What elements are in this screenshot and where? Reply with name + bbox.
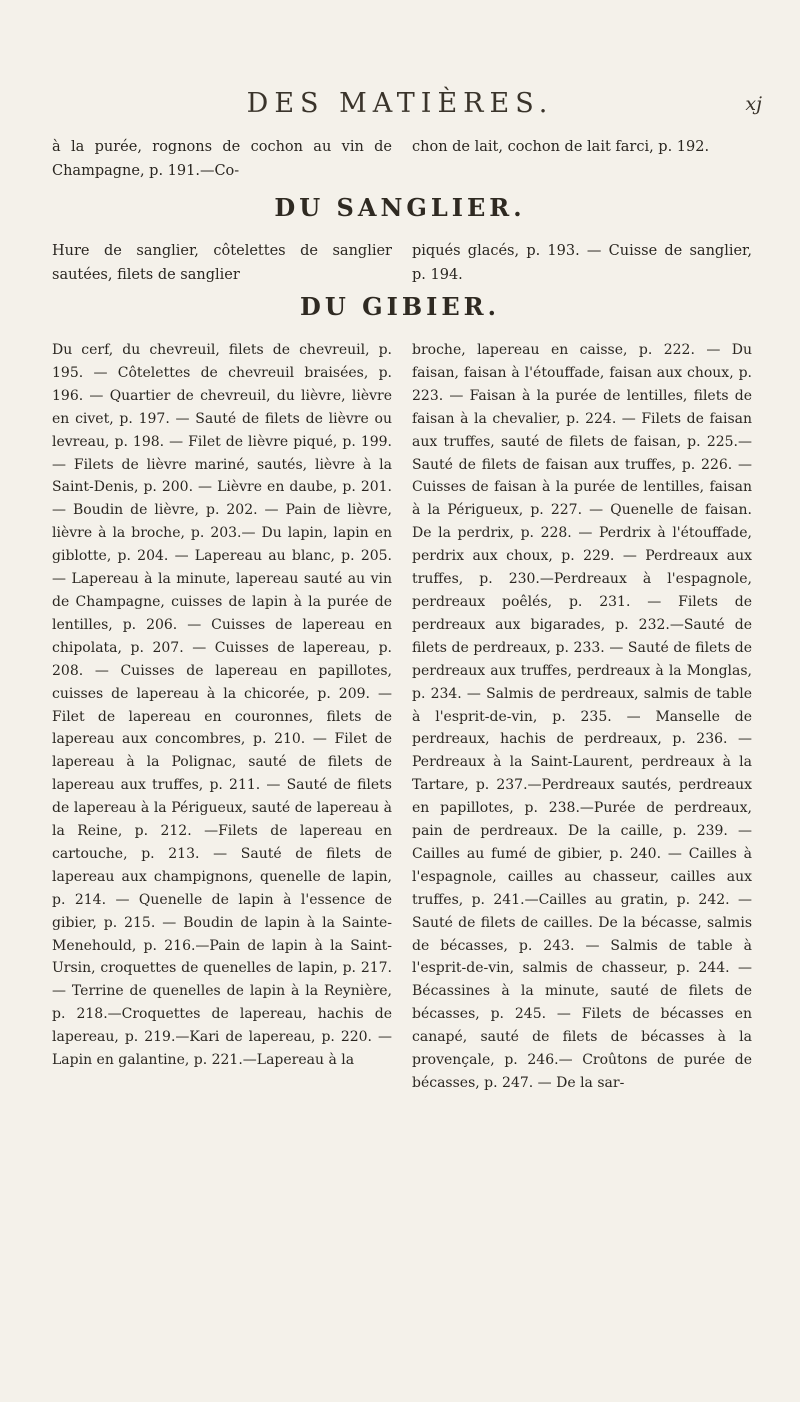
section-heading-gibier [0, 292, 800, 321]
sanglier-left-column: Hure de sanglier, côtelettes de sanglier sautées, filets de sanglier [52, 243, 392, 283]
gibier-right-column: broche, lapereau en caisse, p. 222. — Du faisan, faisan à l'étouffade, faisan aux choux, p. 223. — Faisan à la purée de lentilles, filets de faisan à la chevalier, p. 224. — Filets de faisan aux truffes, sauté de filets de faisan, p. 225.—Sauté de filets de faisan aux truffes, p. 226. — Cuisses de faisan à la purée de lentilles, faisan à la Périgueux, p. 227. — Quenelle de faisan. De la perdrix, p. 228. — Perdrix à l'étouffade, perdrix aux choux, p. 229. — Perdreaux aux truffes, p. 230.—Perdreaux à l'espagnole, perdreaux poêlés, p. 231. — Filets de perdreaux aux bigarades, p. 232.—Sauté de filets de perdreaux, p. 233. — Sauté de filets de perdreaux aux truffes, perdreaux à la Monglas, p. 234. — Salmis de perdreaux, salmis de table à l'esprit-de-vin, p. 235. — Manselle de perdreaux, hachis de perdreaux, p. 236. —Perdreaux à la Saint-Laurent, perdreaux à la Tartare, p. 237.—Perdreaux sautés, perdreaux en papillotes, p. 238.—Purée de perdreaux, pain de perdreaux. De la caille, p. 239. — Cailles au fumé de gibier, p. 240. — Cailles à l'espagnole, cailles au chasseur, cailles aux truffes, p. 241.—Cailles au gratin, p. 242. — Sauté de filets de cailles. De la bécasse, salmis de bécasses, p. 243. — Salmis de table à l'esprit-de-vin, salmis de chasseur, p. 244. — Bécassines à la minute, sauté de filets de bécasses, p. 245. — Filets de bécasses en canapé, sauté de filets de bécasses à la provençale, p. 246.— Croûtons de purée de bécasses, p. 247. — De la sar- [412, 342, 752, 1091]
continuation-right-column: chon de lait, cochon de lait farci, p. 192. [412, 139, 710, 155]
gibier-left-column: Du cerf, du chevreuil, filets de chevreuil, p. 195. — Côtelettes de chevreuil braisées, p. 196. — Quartier de chevreuil, du lièvre, lièvre en civet, p. 197. — Sauté de filets de lièvre ou levreau, p. 198. — Filet de lièvre piqué, p. 199. — Filets de lièvre mariné, sautés, lièvre à la Saint-Denis, p. 200. — Lièvre en daube, p. 201. — Boudin de lièvre, p. 202. — Pain de lièvre, lièvre à la broche, p. 203.— Du lapin, lapin en giblotte, p. 204. — Lapereau au blanc, p. 205. — Lapereau à la minute, lapereau sauté au vin de Champagne, cuisses de lapin à la purée de lentilles, p. 206. — Cuisses de lapereau en chipolata, p. 207. — Cuisses de lapereau, p. 208. — Cuisses de lapereau en papillotes, cuisses de lapereau à la chicorée, p. 209. —Filet de lapereau en couronnes, filets de lapereau aux concombres, p. 210. — Filet de lapereau à la Polignac, sauté de filets de lapereau aux truffes, p. 211. — Sauté de filets de lapereau à la Périgueux, sauté de lapereau à la Reine, p. 212. —Filets de lapereau en cartouche, p. 213. — Sauté de filets de lapereau aux champignons, quenelle de lapin, p. 214. — Quenelle de lapin à l'essence de gibier, p. 215. — Boudin de lapin à la Sainte-Menehould, p. 216.—Pain de lapin à la Saint-Ursin, croquettes de quenelles de lapin, p. 217. — Terrine de quenelles de lapin à la Reynière, p. 218.—Croquettes de lapereau, hachis de lapereau, p. 219.—Kari de lapereau, p. 220. — Lapin en galantine, p. 221.—Lapereau à la [52, 342, 392, 1069]
section-heading-gibier-text: DU GIBIER. [300, 292, 500, 321]
gibier-entries [52, 339, 752, 1095]
running-title: DES MATIÈRES. [246, 88, 554, 119]
section-heading-sanglier-text: DU SANGLIER. [274, 193, 526, 222]
page-number: xj [745, 93, 762, 115]
section-heading-sanglier [0, 193, 800, 222]
sanglier-entries [52, 240, 752, 287]
sanglier-right-column: piqués glacés, p. 193. — Cuisse de sanglier, p. 194. [412, 243, 752, 283]
continuation-block [52, 136, 752, 183]
continuation-left-column: à la purée, rognons de cochon au vin de Champagne, p. 191.—Co- [52, 139, 392, 179]
